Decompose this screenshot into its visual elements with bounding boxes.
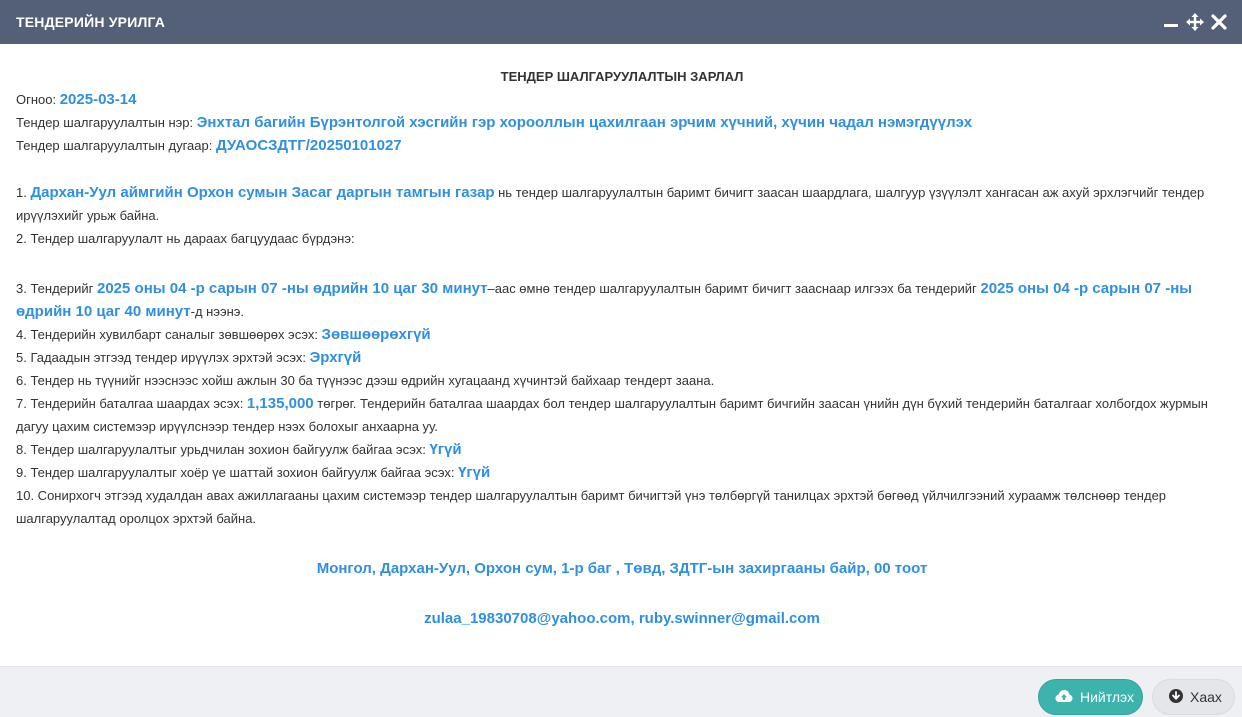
close-icon[interactable] — [1210, 13, 1228, 31]
move-icon[interactable] — [1186, 13, 1204, 31]
item-3-middle: –аас өмнө тендер шалгаруулалтын баримт бичигт зааснаар илгээх ба тендерийг — [487, 281, 981, 296]
window-titlebar — [0, 0, 1242, 44]
item-6: 6. Тендер нь түүнийг нээснээс хойш ажлын 30 ба түүнээс дээш өдрийн хугацаанд хүчинтэй байхаар тендерт заана. — [16, 373, 715, 388]
item-7-label: 7. Тендерийн баталгаа шаардах эсэх: — [16, 396, 247, 411]
cloud-upload-icon — [1055, 689, 1073, 706]
tender-name-value: Энхтал багийн Бүрэнтолгой хэсгийн гэр хорооллын цахилгаан эрчим хүчний, хүчин чадал нэмэгдүүлэх — [196, 114, 973, 131]
tender-name-line — [16, 111, 1228, 134]
item-1 — [16, 181, 1228, 227]
organization-name: Дархан-Уул аймгийн Орхон сумын Засаг даргын тамгын газар — [30, 184, 495, 201]
item-4 — [16, 323, 1228, 346]
date-line — [16, 88, 1228, 111]
item-10: 10. Сонирхогч этгээд худалдан авах ажиллагааны цахим системээр тендер шалгаруулалтын баримт бичигтэй үнэ төлбөргүй танилцах эрхтэй бөгөөд үйлчилгээний хураамж төлснөөр тендер шалгаруулалтад оролцох эрхтэй байна. — [16, 488, 1167, 526]
dialog-footer — [0, 666, 1242, 717]
publish-button[interactable] — [1038, 679, 1143, 715]
item-8-label: 8. Тендер шалгаруулалтыг урьдчилан зохион байгуулж байгаа эсэх: — [16, 442, 430, 457]
contact-emails: zulaa_19830708@yahoo.com, ruby.swinner@gmail.com — [424, 610, 820, 627]
date-label: Огноо: — [16, 92, 60, 107]
item-5 — [16, 346, 1228, 369]
address-line — [16, 557, 1228, 580]
item-7 — [16, 392, 1228, 438]
item-3-prefix: 3. Тендерийг — [16, 281, 97, 296]
window-controls — [1162, 13, 1228, 31]
notice-content — [16, 66, 1228, 630]
item-4-label: 4. Тендерийн хувилбарт саналыг зөвшөөрөх эсэх: — [16, 327, 322, 342]
item-2: 2. Тендер шалгаруулалт нь дараах багцуудаас бүрдэнэ: — [16, 231, 355, 246]
item-3-suffix: -д нээнэ. — [190, 304, 245, 319]
close-button[interactable] — [1152, 679, 1235, 715]
item-4-value: Зөвшөөрөхгүй — [321, 326, 431, 343]
tender-number-line — [16, 134, 1228, 157]
tender-number-value: ДУАОСЗДТГ/20250101027 — [215, 137, 402, 154]
item-1-prefix: 1. — [16, 185, 31, 200]
item-9 — [16, 461, 1228, 484]
tender-number-label: Тендер шалгаруулалтын дугаар: — [16, 138, 216, 153]
item-9-label: 9. Тендер шалгаруулалтыг хоёр үе шаттай зохион байгуулж байгаа эсэх: — [16, 465, 459, 480]
item-8-value: Үгүй — [429, 441, 462, 458]
item-5-value: Эрхгүй — [309, 349, 362, 366]
close-button-label: Хаах — [1190, 689, 1222, 705]
item-7-text: төгрөг. Тендерийн баталгаа шаардах бол тендер шалгаруулалтын баримт бичгийн заасан үнийн дүн бүхий тендерийн баталгааг холбогдох журмын дагуу цахим системээр ирүүлснээр тендер нээх болохыг анхаарна уу. — [16, 396, 1208, 434]
window-title: ТЕНДЕРИЙН УРИЛГА — [16, 14, 166, 30]
arrow-circle-down-icon — [1169, 689, 1183, 706]
email-line — [16, 607, 1228, 630]
date-value: 2025-03-14 — [59, 91, 137, 108]
tender-name-label: Тендер шалгаруулалтын нэр: — [16, 115, 197, 130]
opening-time: 2025 оны 04 -р сарын 07 -ны өдрийн 10 цаг 40 минут — [16, 280, 1193, 320]
item-8 — [16, 438, 1228, 461]
notice-heading: ТЕНДЕР ШАЛГАРУУЛАЛТЫН ЗАРЛАЛ — [500, 69, 744, 84]
guarantee-amount: 1,135,000 — [246, 395, 314, 412]
item-3 — [16, 277, 1228, 323]
publish-button-label: Нийтлэх — [1080, 689, 1135, 705]
item-9-value: Үгүй — [458, 464, 491, 481]
submission-deadline: 2025 оны 04 -р сарын 07 -ны өдрийн 10 цаг 30 минут — [97, 280, 488, 297]
minimize-icon[interactable] — [1162, 13, 1180, 31]
address: Монгол, Дархан-Уул, Орхон сум, 1-р баг , Төвд, ЗДТГ-ын захиргааны байр, 00 тоот — [316, 560, 928, 577]
item-1-text: нь тендер шалгаруулалтын баримт бичигт заасан шаардлага, шалгуур үзүүлэлт хангасан аж ахуй эрхлэгчийг тендер ирүүлэхийг урьж байна. — [16, 185, 1205, 223]
item-5-label: 5. Гадаадын этгээд тендер ирүүлэх эрхтэй эсэх: — [16, 350, 310, 365]
